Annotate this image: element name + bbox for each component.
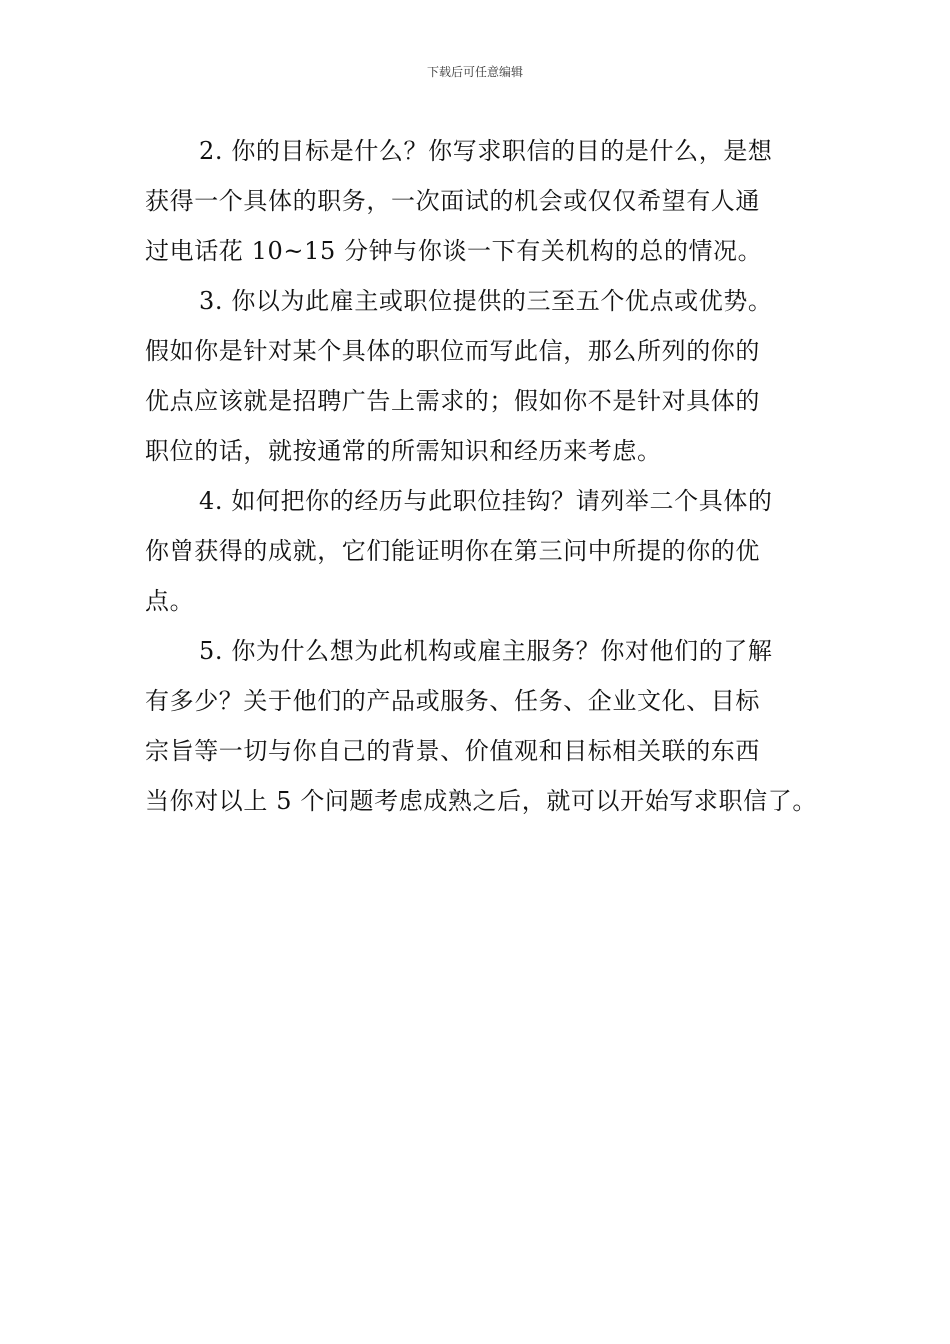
text-line: 4. 如何把你的经历与此职位挂钩？请列举二个具体的 [199, 487, 773, 515]
text-line: 过电话花 10~15 分钟与你谈一下有关机构的总的情况。 [145, 237, 763, 265]
text-line: 5. 你为什么想为此机构或雇主服务？你对他们的了解 [199, 637, 773, 665]
text-line: 优点应该就是招聘广告上需求的；假如你不是针对具体的 [145, 387, 760, 415]
text-line: 职位的话，就按通常的所需知识和经历来考虑。 [145, 437, 662, 465]
paragraph-question-2 [145, 126, 815, 276]
text-line: 3. 你以为此雇主或职位提供的三至五个优点或优势。 [199, 287, 773, 315]
text-line: 当你对以上 5 个问题考虑成熟之后，就可以开始写求职信了。 [145, 787, 817, 815]
page-header-note: 下载后可任意编辑 [426, 65, 523, 79]
paragraph-question-5 [145, 626, 815, 826]
document-body [145, 126, 815, 826]
text-line: 获得一个具体的职务，一次面试的机会或仅仅希望有人通 [145, 187, 760, 215]
text-line: 点。 [145, 587, 195, 615]
text-line: 假如你是针对某个具体的职位而写此信，那么所列的你的 [145, 337, 760, 365]
text-line: 你曾获得的成就，它们能证明你在第三问中所提的你的优 [145, 537, 760, 565]
text-line: 有多少？关于他们的产品或服务、任务、企业文化、目标 [145, 687, 760, 715]
paragraph-question-4 [145, 476, 815, 626]
paragraph-question-3 [145, 276, 815, 476]
text-line: 2. 你的目标是什么？你写求职信的目的是什么，是想 [199, 137, 773, 165]
text-line: 宗旨等一切与你自己的背景、价值观和目标相关联的东西 [145, 737, 760, 765]
